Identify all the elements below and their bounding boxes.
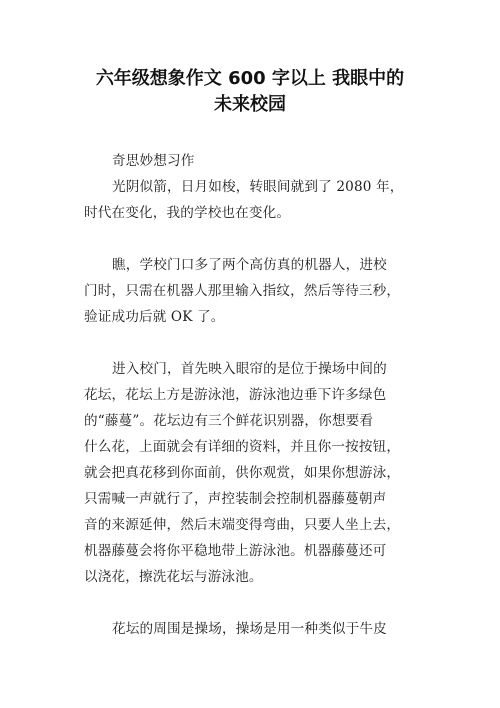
document-title: [60, 66, 440, 118]
paragraph-line: 只需喊一声就行了，声控装制会控制机器藤蔓朝声: [84, 491, 387, 507]
paragraph-line: 进入校门，首先映入眼帘的是位于操场中间的: [112, 361, 387, 377]
paragraph-line: 就会把真花移到你面前，供你观赏，如果你想游泳，: [84, 465, 401, 481]
paragraph: [84, 616, 387, 642]
paragraph-line: 瞧，学校门口多了两个高仿真的机器人，进校: [112, 257, 387, 273]
paragraph: [84, 252, 400, 330]
paragraph-line: 什么花，上面就会有详细的资料，并且你一按按钮，: [84, 439, 401, 455]
title-line: 六年级想象作文 600 字以上 我眼中的: [95, 68, 405, 89]
paragraph: [84, 356, 400, 590]
paragraph: [84, 148, 194, 174]
paragraph-line: 花坛，花坛上方是游泳池，游泳池边垂下许多绿色: [84, 387, 387, 403]
paragraph-line: 时代在变化，我的学校也在变化。: [84, 205, 291, 221]
paragraph-line: 奇思妙想习作: [112, 153, 195, 169]
paragraph-line: 的“藤蔓”。花坛边有三个鲜花识别器，你想要看: [84, 413, 374, 429]
paragraph-line: 门时，只需在机器人那里输入指纹，然后等待三秒，: [84, 283, 401, 299]
paragraph: [84, 174, 404, 226]
paragraph-line: 验证成功后就 OK 了。: [84, 309, 225, 325]
paragraph-line: 以浇花，擦洗花坛与游泳池。: [84, 569, 263, 585]
paragraph-line: 音的来源延伸，然后末端变得弯曲，只要人坐上去，: [84, 517, 401, 533]
title-line: 未来校园: [214, 94, 286, 115]
paragraph-line: 光阴似箭，日月如梭，转眼间就到了 2080 年，: [112, 179, 404, 195]
paragraph-line: 机器藤蔓会将你平稳地带上游泳池。机器藤蔓还可: [84, 543, 387, 559]
paragraph-line: 花坛的周围是操场，操场是用一种类似于牛皮: [112, 621, 387, 637]
